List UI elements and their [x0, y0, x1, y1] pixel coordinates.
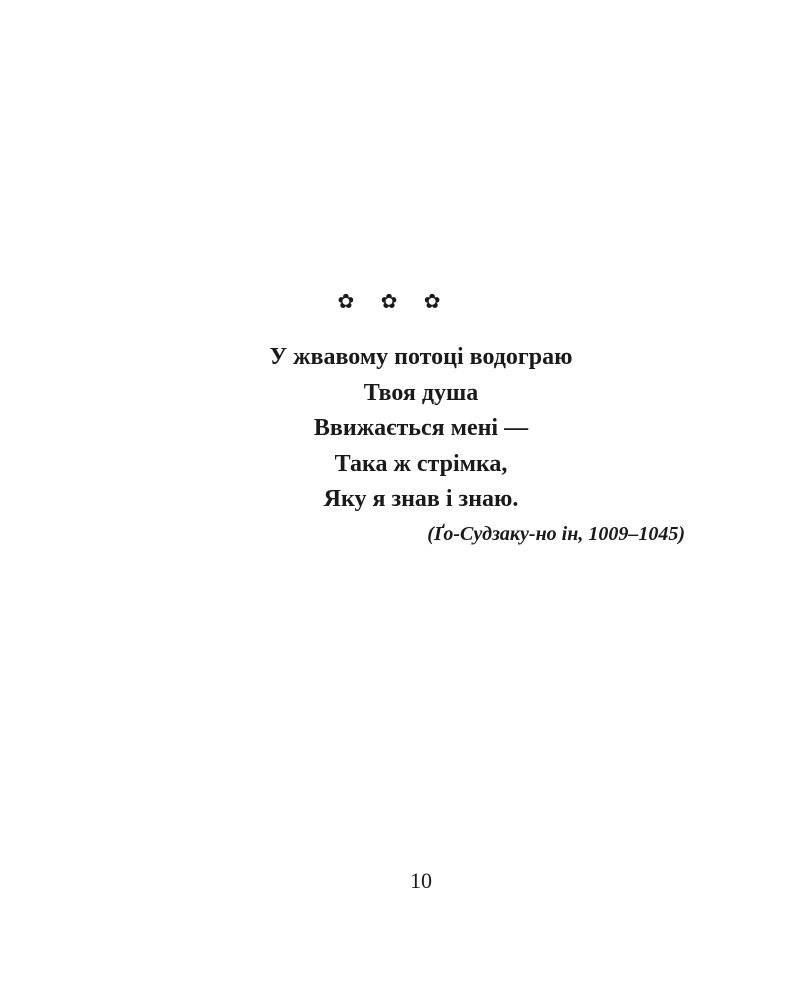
section-divider-ornament: ✿ ✿ ✿ [337, 289, 451, 313]
poem [0, 340, 788, 518]
poem-line: У жвавому потоці водограю [269, 344, 573, 370]
poem-line: Твоя душа [363, 379, 479, 406]
poem-line: Ввижається мені — [313, 415, 529, 441]
poem-line: Така ж стрімка, [334, 450, 508, 477]
page-number: 10 [410, 868, 432, 893]
poem-attribution: (Ґо-Судзаку-но ін, 1009–1045) [427, 523, 685, 545]
poem-line: Яку я знав і знаю. [323, 486, 519, 512]
